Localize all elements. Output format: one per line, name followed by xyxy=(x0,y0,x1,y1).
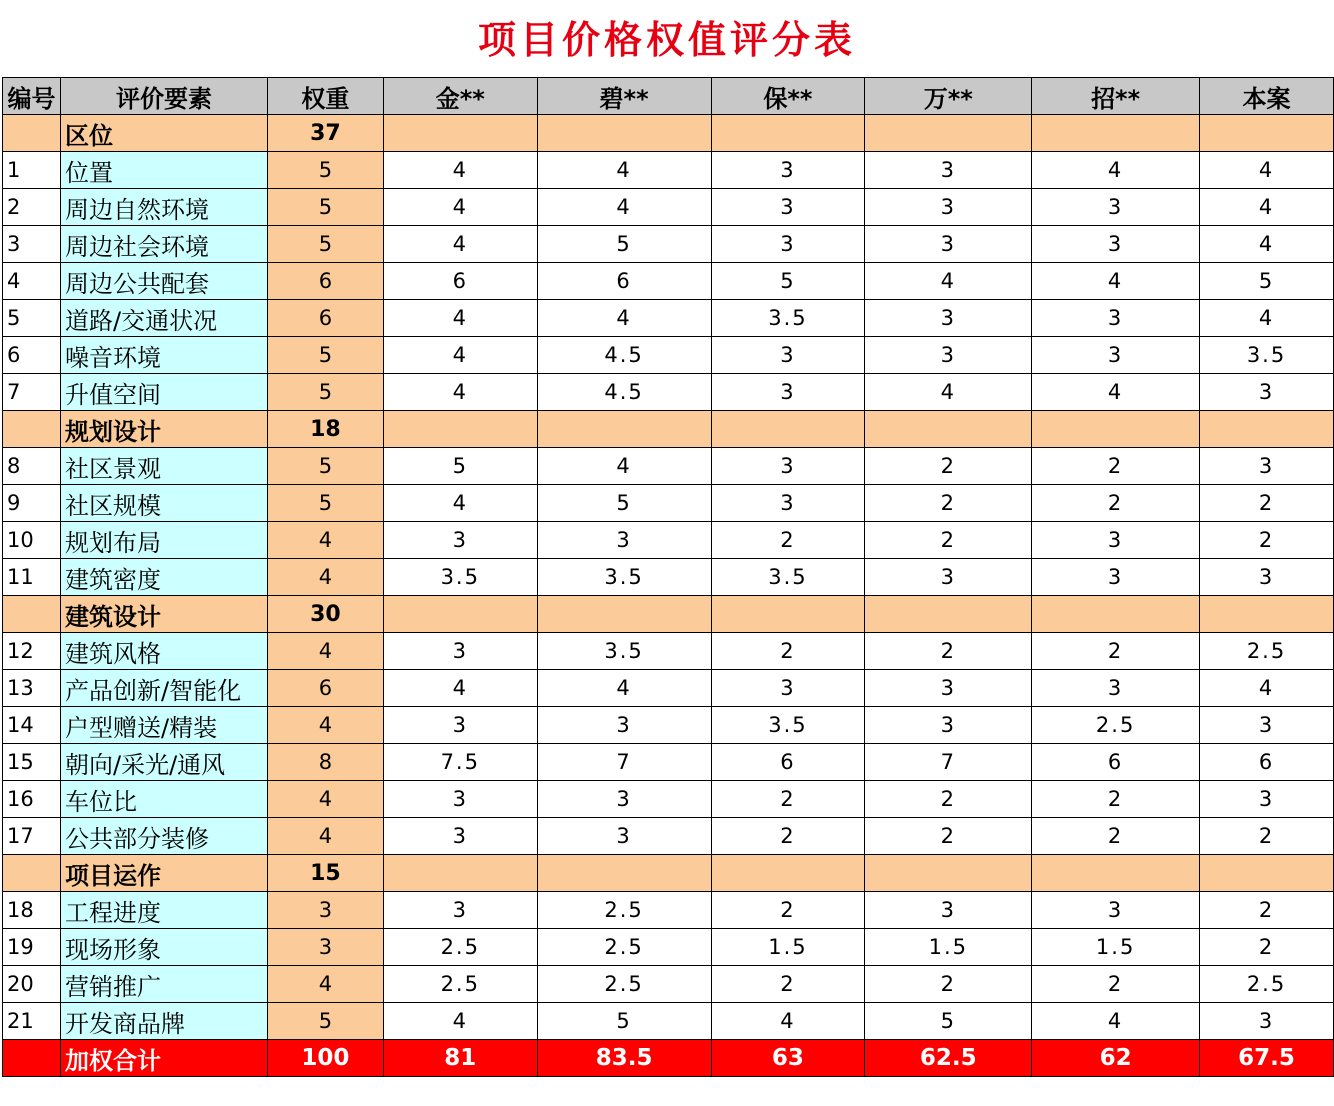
item-score[interactable]: 3.5 xyxy=(711,559,865,596)
item-factor[interactable]: 位置 xyxy=(60,152,267,189)
item-score[interactable]: 4 xyxy=(383,226,537,263)
item-score[interactable]: 2 xyxy=(1032,448,1200,485)
item-score[interactable]: 3 xyxy=(1032,892,1200,929)
table-row xyxy=(3,300,1334,337)
item-score[interactable]: 4 xyxy=(383,670,537,707)
item-score[interactable]: 2 xyxy=(865,818,1032,855)
item-score[interactable]: 3 xyxy=(383,522,537,559)
table-row xyxy=(3,818,1334,855)
section-name[interactable]: 区位 xyxy=(60,115,267,152)
item-score[interactable]: 4 xyxy=(537,300,711,337)
item-weight[interactable]: 4 xyxy=(267,707,383,744)
item-score[interactable]: 2 xyxy=(1200,485,1334,522)
item-num[interactable]: 5 xyxy=(3,300,61,337)
section-empty-cell[interactable] xyxy=(1032,596,1200,633)
item-score[interactable]: 4 xyxy=(383,189,537,226)
item-score[interactable]: 2 xyxy=(1032,781,1200,818)
item-score[interactable]: 4 xyxy=(383,485,537,522)
item-num[interactable]: 7 xyxy=(3,374,61,411)
item-factor[interactable]: 社区规模 xyxy=(60,485,267,522)
item-score[interactable]: 3 xyxy=(1032,337,1200,374)
total-score[interactable]: 67.5 xyxy=(1200,1040,1334,1077)
header-row xyxy=(3,78,1334,115)
item-score[interactable]: 3 xyxy=(537,818,711,855)
table-row xyxy=(3,744,1334,781)
item-score[interactable]: 4 xyxy=(383,300,537,337)
section-name[interactable]: 建筑设计 xyxy=(60,596,267,633)
item-score[interactable]: 7.5 xyxy=(383,744,537,781)
item-score[interactable]: 2 xyxy=(711,633,865,670)
item-score[interactable]: 4 xyxy=(383,1003,537,1040)
item-score[interactable]: 2 xyxy=(865,633,1032,670)
table-row xyxy=(3,485,1334,522)
item-factor[interactable]: 周边自然环境 xyxy=(60,189,267,226)
table-row xyxy=(3,448,1334,485)
item-score[interactable]: 2 xyxy=(1200,522,1334,559)
item-num[interactable]: 14 xyxy=(3,707,61,744)
section-empty-cell[interactable] xyxy=(711,596,865,633)
item-score[interactable]: 4 xyxy=(865,263,1032,300)
section-empty-cell[interactable] xyxy=(711,411,865,448)
table-row xyxy=(3,189,1334,226)
table-row xyxy=(3,337,1334,374)
item-weight[interactable]: 5 xyxy=(267,226,383,263)
section-empty-cell[interactable] xyxy=(1032,855,1200,892)
item-score[interactable]: 4 xyxy=(1032,263,1200,300)
table-row xyxy=(3,263,1334,300)
item-score[interactable]: 3 xyxy=(1200,374,1334,411)
item-score[interactable]: 3 xyxy=(1032,559,1200,596)
item-num[interactable]: 18 xyxy=(3,892,61,929)
section-row xyxy=(3,115,1334,152)
header-num[interactable]: 编号 xyxy=(3,78,61,115)
item-factor[interactable]: 建筑风格 xyxy=(60,633,267,670)
item-score[interactable]: 3 xyxy=(1032,189,1200,226)
item-score[interactable]: 4 xyxy=(1032,1003,1200,1040)
item-score[interactable]: 3 xyxy=(711,152,865,189)
item-score[interactable]: 5 xyxy=(537,1003,711,1040)
item-weight[interactable]: 6 xyxy=(267,670,383,707)
item-score[interactable]: 7 xyxy=(865,744,1032,781)
table-row xyxy=(3,226,1334,263)
item-num[interactable]: 16 xyxy=(3,781,61,818)
section-empty-cell[interactable] xyxy=(383,596,537,633)
item-score[interactable]: 2 xyxy=(711,966,865,1003)
section-row xyxy=(3,855,1334,892)
item-factor[interactable]: 车位比 xyxy=(60,781,267,818)
section-weight[interactable]: 15 xyxy=(267,855,383,892)
item-num[interactable]: 12 xyxy=(3,633,61,670)
item-score[interactable]: 3 xyxy=(383,818,537,855)
item-weight[interactable]: 6 xyxy=(267,300,383,337)
item-score[interactable]: 4 xyxy=(711,1003,865,1040)
item-score[interactable]: 4 xyxy=(1200,226,1334,263)
item-score[interactable]: 4 xyxy=(383,337,537,374)
item-weight[interactable]: 5 xyxy=(267,485,383,522)
item-score[interactable]: 2 xyxy=(1200,929,1334,966)
item-score[interactable]: 5 xyxy=(537,485,711,522)
item-score[interactable]: 3 xyxy=(865,670,1032,707)
item-score[interactable]: 3 xyxy=(711,226,865,263)
item-score[interactable]: 2 xyxy=(1200,818,1334,855)
table-row xyxy=(3,707,1334,744)
section-row xyxy=(3,411,1334,448)
item-score[interactable]: 7 xyxy=(537,744,711,781)
item-score[interactable]: 3 xyxy=(1032,300,1200,337)
item-score[interactable]: 4 xyxy=(383,152,537,189)
section-weight[interactable]: 30 xyxy=(267,596,383,633)
item-factor[interactable]: 现场形象 xyxy=(60,929,267,966)
section-empty-cell[interactable] xyxy=(865,115,1032,152)
section-num-cell[interactable] xyxy=(3,596,61,633)
item-score[interactable]: 3.5 xyxy=(537,633,711,670)
total-num-cell[interactable] xyxy=(3,1040,61,1077)
item-num[interactable]: 2 xyxy=(3,189,61,226)
item-score[interactable]: 3 xyxy=(711,374,865,411)
section-empty-cell[interactable] xyxy=(537,596,711,633)
total-label[interactable]: 加权合计 xyxy=(60,1040,267,1077)
item-score[interactable]: 3 xyxy=(865,892,1032,929)
item-score[interactable]: 3 xyxy=(537,781,711,818)
header-factor[interactable]: 评价要素 xyxy=(60,78,267,115)
item-score[interactable]: 4 xyxy=(383,374,537,411)
total-score[interactable]: 63 xyxy=(711,1040,865,1077)
item-score[interactable]: 3 xyxy=(1200,707,1334,744)
section-empty-cell[interactable] xyxy=(865,596,1032,633)
item-weight[interactable]: 4 xyxy=(267,559,383,596)
item-score[interactable]: 1.5 xyxy=(865,929,1032,966)
item-score[interactable]: 3 xyxy=(383,892,537,929)
section-num-cell[interactable] xyxy=(3,411,61,448)
section-name[interactable]: 规划设计 xyxy=(60,411,267,448)
item-score[interactable]: 3 xyxy=(1032,522,1200,559)
section-weight[interactable]: 37 xyxy=(267,115,383,152)
section-num-cell[interactable] xyxy=(3,855,61,892)
item-factor[interactable]: 周边公共配套 xyxy=(60,263,267,300)
item-weight[interactable]: 5 xyxy=(267,189,383,226)
item-weight[interactable]: 4 xyxy=(267,633,383,670)
item-factor[interactable]: 公共部分装修 xyxy=(60,818,267,855)
item-score[interactable]: 2 xyxy=(1032,633,1200,670)
item-weight[interactable]: 5 xyxy=(267,1003,383,1040)
item-score[interactable]: 3 xyxy=(711,670,865,707)
item-score[interactable]: 6 xyxy=(1032,744,1200,781)
section-empty-cell[interactable] xyxy=(383,115,537,152)
item-score[interactable]: 3 xyxy=(383,707,537,744)
item-score[interactable]: 3.5 xyxy=(1200,337,1334,374)
item-factor[interactable]: 道路/交通状况 xyxy=(60,300,267,337)
item-score[interactable]: 4.5 xyxy=(537,374,711,411)
section-empty-cell[interactable] xyxy=(1200,855,1334,892)
item-score[interactable]: 2 xyxy=(865,522,1032,559)
item-num[interactable]: 9 xyxy=(3,485,61,522)
item-score[interactable]: 6 xyxy=(383,263,537,300)
item-score[interactable]: 3.5 xyxy=(383,559,537,596)
item-weight[interactable]: 5 xyxy=(267,448,383,485)
item-score[interactable]: 3 xyxy=(1032,670,1200,707)
item-score[interactable]: 5 xyxy=(537,226,711,263)
section-empty-cell[interactable] xyxy=(1200,411,1334,448)
item-score[interactable]: 4 xyxy=(537,670,711,707)
item-score[interactable]: 4 xyxy=(1032,152,1200,189)
item-score[interactable]: 3 xyxy=(865,226,1032,263)
item-score[interactable]: 6 xyxy=(537,263,711,300)
section-row xyxy=(3,596,1334,633)
table-row xyxy=(3,559,1334,596)
item-score[interactable]: 2 xyxy=(711,818,865,855)
item-score[interactable]: 4 xyxy=(537,448,711,485)
item-score[interactable]: 3 xyxy=(537,707,711,744)
table-row xyxy=(3,633,1334,670)
item-score[interactable]: 3 xyxy=(865,559,1032,596)
item-score[interactable]: 2.5 xyxy=(1200,633,1334,670)
header-project[interactable]: 金** xyxy=(383,78,537,115)
table-row xyxy=(3,522,1334,559)
sheet-title: 项目价格权值评分表 xyxy=(477,18,856,62)
item-score[interactable]: 3 xyxy=(711,485,865,522)
item-score[interactable]: 2 xyxy=(1032,485,1200,522)
item-factor[interactable]: 产品创新/智能化 xyxy=(60,670,267,707)
item-score[interactable]: 2 xyxy=(865,966,1032,1003)
header-project[interactable]: 招** xyxy=(1032,78,1200,115)
table-row xyxy=(3,892,1334,929)
item-num[interactable]: 15 xyxy=(3,744,61,781)
table-row xyxy=(3,966,1334,1003)
table-row xyxy=(3,670,1334,707)
item-num[interactable]: 20 xyxy=(3,966,61,1003)
section-empty-cell[interactable] xyxy=(711,855,865,892)
item-score[interactable]: 3 xyxy=(865,189,1032,226)
section-empty-cell[interactable] xyxy=(537,411,711,448)
item-weight[interactable]: 4 xyxy=(267,818,383,855)
total-row xyxy=(3,1040,1334,1077)
section-empty-cell[interactable] xyxy=(1200,115,1334,152)
item-score[interactable]: 3.5 xyxy=(711,707,865,744)
item-factor[interactable]: 升值空间 xyxy=(60,374,267,411)
total-score[interactable]: 62.5 xyxy=(865,1040,1032,1077)
item-score[interactable]: 3 xyxy=(1200,1003,1334,1040)
item-score[interactable]: 2 xyxy=(711,781,865,818)
item-score[interactable]: 3 xyxy=(865,337,1032,374)
item-score[interactable]: 2 xyxy=(1032,818,1200,855)
item-factor[interactable]: 开发商品牌 xyxy=(60,1003,267,1040)
item-score[interactable]: 4 xyxy=(537,189,711,226)
item-score[interactable]: 3 xyxy=(711,189,865,226)
item-factor[interactable]: 朝向/采光/通风 xyxy=(60,744,267,781)
item-num[interactable]: 11 xyxy=(3,559,61,596)
table-row xyxy=(3,781,1334,818)
item-num[interactable]: 8 xyxy=(3,448,61,485)
item-score[interactable]: 3 xyxy=(865,300,1032,337)
item-score[interactable]: 3 xyxy=(1200,781,1334,818)
item-factor[interactable]: 周边社会环境 xyxy=(60,226,267,263)
item-score[interactable]: 3 xyxy=(711,337,865,374)
item-score[interactable]: 2.5 xyxy=(537,929,711,966)
total-score[interactable]: 83.5 xyxy=(537,1040,711,1077)
item-score[interactable]: 3 xyxy=(1200,559,1334,596)
item-score[interactable]: 6 xyxy=(711,744,865,781)
item-factor[interactable]: 社区景观 xyxy=(60,448,267,485)
item-score[interactable]: 3 xyxy=(1200,448,1334,485)
item-score[interactable]: 5 xyxy=(383,448,537,485)
item-factor[interactable]: 工程进度 xyxy=(60,892,267,929)
item-score[interactable]: 1.5 xyxy=(1032,929,1200,966)
item-factor[interactable]: 建筑密度 xyxy=(60,559,267,596)
item-score[interactable]: 3 xyxy=(865,707,1032,744)
item-score[interactable]: 4 xyxy=(865,374,1032,411)
item-score[interactable]: 2 xyxy=(865,485,1032,522)
section-empty-cell[interactable] xyxy=(711,115,865,152)
item-score[interactable]: 1.5 xyxy=(711,929,865,966)
item-num[interactable]: 21 xyxy=(3,1003,61,1040)
item-weight[interactable]: 5 xyxy=(267,152,383,189)
section-name[interactable]: 项目运作 xyxy=(60,855,267,892)
item-score[interactable]: 3.5 xyxy=(537,559,711,596)
section-empty-cell[interactable] xyxy=(865,855,1032,892)
item-score[interactable]: 4 xyxy=(1200,300,1334,337)
item-num[interactable]: 6 xyxy=(3,337,61,374)
total-score[interactable]: 62 xyxy=(1032,1040,1200,1077)
item-factor[interactable]: 户型赠送/精装 xyxy=(60,707,267,744)
item-score[interactable]: 2.5 xyxy=(1200,966,1334,1003)
header-weight[interactable]: 权重 xyxy=(267,78,383,115)
item-weight[interactable]: 5 xyxy=(267,374,383,411)
item-score[interactable]: 3.5 xyxy=(711,300,865,337)
item-score[interactable]: 5 xyxy=(711,263,865,300)
section-empty-cell[interactable] xyxy=(1032,411,1200,448)
item-num[interactable]: 3 xyxy=(3,226,61,263)
item-num[interactable]: 19 xyxy=(3,929,61,966)
header-project[interactable]: 碧** xyxy=(537,78,711,115)
item-score[interactable]: 4 xyxy=(537,152,711,189)
item-num[interactable]: 17 xyxy=(3,818,61,855)
item-score[interactable]: 3 xyxy=(865,152,1032,189)
item-weight[interactable]: 8 xyxy=(267,744,383,781)
score-table xyxy=(2,77,1334,1077)
section-empty-cell[interactable] xyxy=(1200,596,1334,633)
item-score[interactable]: 2 xyxy=(865,781,1032,818)
section-empty-cell[interactable] xyxy=(537,115,711,152)
item-score[interactable]: 3 xyxy=(1032,226,1200,263)
item-factor[interactable]: 规划布局 xyxy=(60,522,267,559)
item-num[interactable]: 4 xyxy=(3,263,61,300)
header-project[interactable]: 保** xyxy=(711,78,865,115)
section-empty-cell[interactable] xyxy=(865,411,1032,448)
item-score[interactable]: 4 xyxy=(1200,189,1334,226)
item-score[interactable]: 3 xyxy=(383,781,537,818)
item-weight[interactable]: 3 xyxy=(267,929,383,966)
item-score[interactable]: 4.5 xyxy=(537,337,711,374)
item-score[interactable]: 4 xyxy=(1200,670,1334,707)
item-score[interactable]: 2.5 xyxy=(1032,707,1200,744)
item-score[interactable]: 2 xyxy=(1032,966,1200,1003)
item-weight[interactable]: 3 xyxy=(267,892,383,929)
item-score[interactable]: 5 xyxy=(865,1003,1032,1040)
section-weight[interactable]: 18 xyxy=(267,411,383,448)
item-num[interactable]: 10 xyxy=(3,522,61,559)
table-row xyxy=(3,374,1334,411)
total-score[interactable]: 81 xyxy=(383,1040,537,1077)
item-weight[interactable]: 6 xyxy=(267,263,383,300)
item-score[interactable]: 6 xyxy=(1200,744,1334,781)
header-project[interactable]: 万** xyxy=(865,78,1032,115)
total-weight[interactable]: 100 xyxy=(267,1040,383,1077)
item-factor[interactable]: 营销推广 xyxy=(60,966,267,1003)
item-score[interactable]: 2.5 xyxy=(383,966,537,1003)
item-weight[interactable]: 4 xyxy=(267,966,383,1003)
item-num[interactable]: 1 xyxy=(3,152,61,189)
item-score[interactable]: 2.5 xyxy=(383,929,537,966)
table-row xyxy=(3,1003,1334,1040)
item-score[interactable]: 3 xyxy=(711,448,865,485)
item-weight[interactable]: 4 xyxy=(267,522,383,559)
header-project[interactable]: 本案 xyxy=(1200,78,1334,115)
item-score[interactable]: 2 xyxy=(1200,892,1334,929)
item-score[interactable]: 2 xyxy=(711,892,865,929)
item-score[interactable]: 4 xyxy=(1200,152,1334,189)
item-weight[interactable]: 4 xyxy=(267,781,383,818)
item-score[interactable]: 3 xyxy=(383,633,537,670)
item-weight[interactable]: 5 xyxy=(267,337,383,374)
section-num-cell[interactable] xyxy=(3,115,61,152)
item-score[interactable]: 5 xyxy=(1200,263,1334,300)
section-empty-cell[interactable] xyxy=(1032,115,1200,152)
item-score[interactable]: 2 xyxy=(711,522,865,559)
item-score[interactable]: 4 xyxy=(1032,374,1200,411)
table-row xyxy=(3,929,1334,966)
table-row xyxy=(3,152,1334,189)
item-score[interactable]: 2.5 xyxy=(537,892,711,929)
section-empty-cell[interactable] xyxy=(383,411,537,448)
item-score[interactable]: 3 xyxy=(537,522,711,559)
section-empty-cell[interactable] xyxy=(383,855,537,892)
item-score[interactable]: 2.5 xyxy=(537,966,711,1003)
item-score[interactable]: 2 xyxy=(865,448,1032,485)
section-empty-cell[interactable] xyxy=(537,855,711,892)
item-num[interactable]: 13 xyxy=(3,670,61,707)
item-factor[interactable]: 噪音环境 xyxy=(60,337,267,374)
